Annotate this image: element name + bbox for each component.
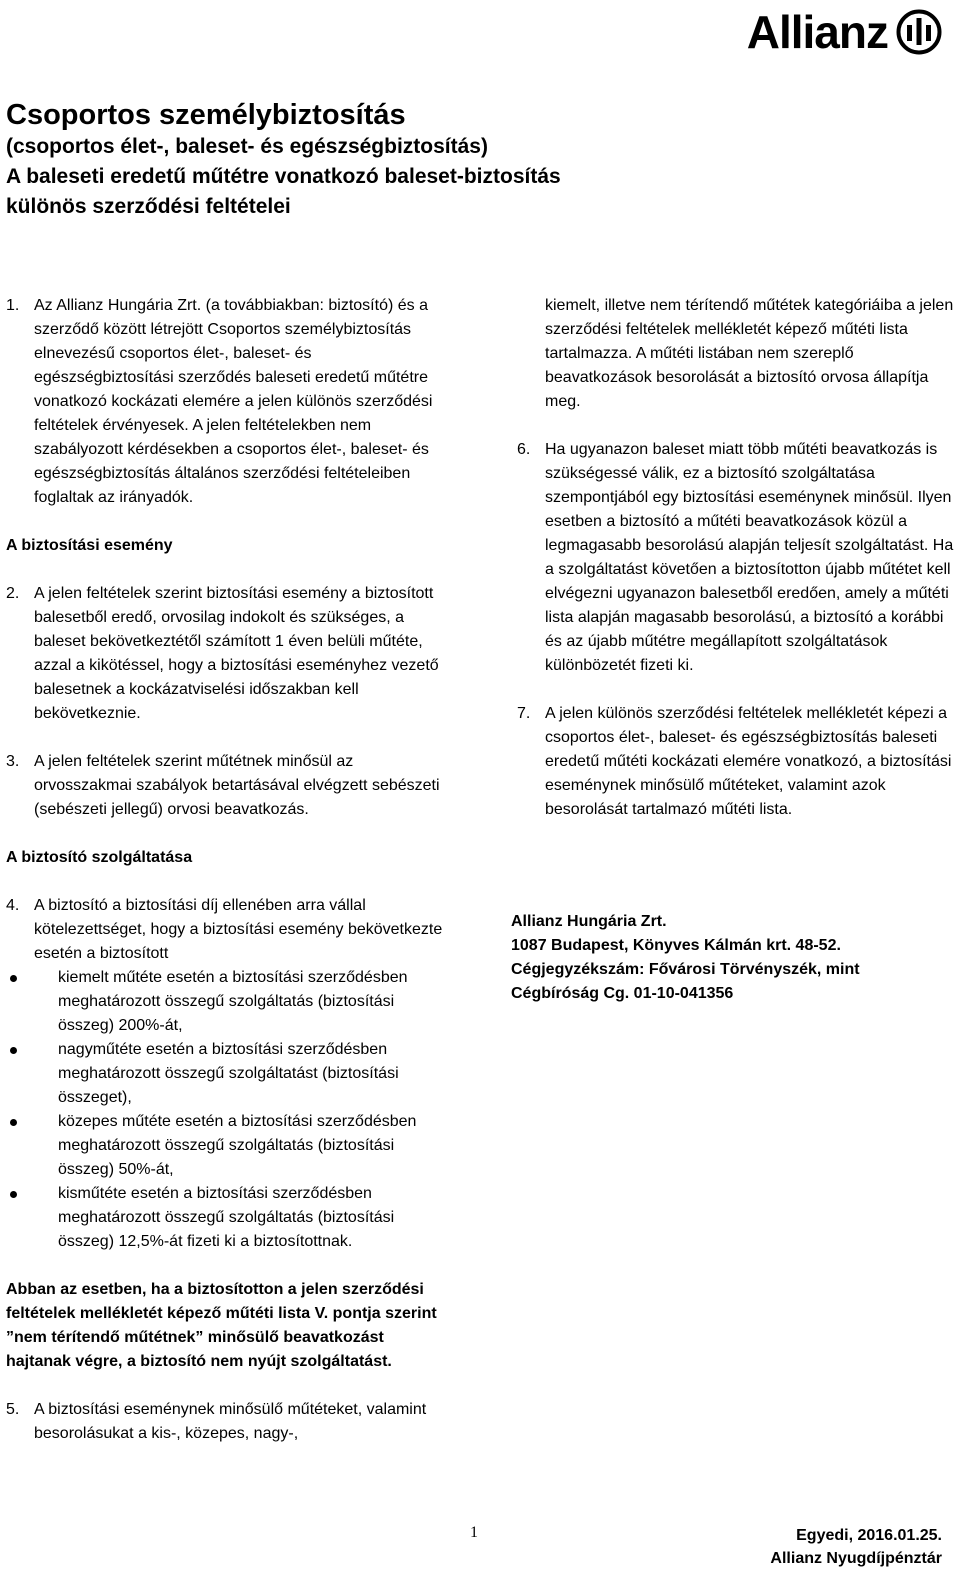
clause-number: 7. [517, 705, 531, 722]
bullet-icon [10, 1191, 17, 1198]
page-number: 1 [470, 1524, 478, 1541]
list-item: kisműtéte esetén a biztosítási szerződésben meghatározott összegű szolgáltatás (biztosítási összeg) 12,5%-át fizeti ki a biztosítottnak. [6, 1182, 446, 1254]
clause-number: 3. [6, 753, 20, 770]
clause-text: A jelen feltételek szerint biztosítási esemény a biztosított balesetből eredő, orvosilag indokolt és szükséges, a baleset bekövetkeztétől számított 1 éven belüli műtéte, azzal a kikötéssel, hogy a biztosítási eseményhez vezető balesetnek a kockázatviselési időszakban kell bekövetkeznie. [34, 585, 439, 722]
clause-5-continued [517, 294, 955, 414]
document-title [6, 98, 766, 222]
right-column [517, 294, 955, 822]
company-name: Allianz Hungária Zrt. [511, 913, 667, 930]
clause-text: A jelen feltételek szerint műtétnek minősül az orvosszakmai szabályok betartásával elvégzett sebészeti (sebészeti jellegű) orvosi beavatkozás. [34, 753, 440, 818]
title-line-3: A baleseti eredetű műtétre vonatkozó baleset-biztosítás [6, 165, 561, 188]
version-date: Egyedi, 2016.01.25. [796, 1527, 942, 1544]
section-heading-insurer-service: A biztosító szolgáltatása [6, 849, 193, 866]
clause-1 [6, 294, 446, 510]
clause-text: Ha ugyanazon baleset miatt több műtéti beavatkozás is szükségessé válik, ez a biztosító szolgáltatása szempontjából egy biztosítási eseménynek minősül. Ilyen esetben a biztosító a műtéti beavatkozások közül a legmagasabb besorolású alapján teljesít szolgáltatást. Ha a szolgáltatást követően a biztosítotton újabb műtétet kell elvégezni ugyanazon balesetből eredően, amely a műtéti lista alapján magasabb besorolású, a biztosító a korábbi és az újabb műtétre megállapított szolgáltatások különbözetét fizeti ki. [545, 441, 954, 674]
logo-text: Allianz [746, 6, 888, 58]
clause-number: 1. [6, 297, 20, 314]
clause-text: A jelen különös szerződési feltételek mellékletét képezi a csoportos élet-, baleset- és egészségbiztosítás baleseti eredetű műtéti kockázati elemére vonatkozó, a biztosítási eseménynek minősülő műtéteket, valamint azok besorolását tartalmazó műtéti lista. [545, 705, 952, 818]
company-info [511, 910, 951, 1006]
list-item: nagyműtéte esetén a biztosítási szerződésben meghatározott összegű szolgáltatást (biztosítási összeget), [6, 1038, 446, 1110]
clause-7 [517, 702, 955, 822]
benefit-list [6, 966, 446, 1254]
list-item: közepes műtéte esetén a biztosítási szerződésben meghatározott összegű szolgáltatás (biztosítási összeg) 50%-át, [6, 1110, 446, 1182]
footer-entity: Allianz Nyugdíjpénztár [770, 1550, 942, 1567]
clause-4 [6, 894, 446, 966]
clause-number: 4. [6, 897, 20, 914]
clause-5 [6, 1398, 446, 1446]
clause-number: 6. [517, 441, 531, 458]
clause-text: A biztosítási eseménynek minősülő műtéteket, valamint besorolásukat a kis-, közepes, nagy-, [34, 1401, 427, 1442]
clause-2 [6, 582, 446, 726]
section-heading-insured-event: A biztosítási esemény [6, 537, 173, 554]
clause-text: kiemelt, illetve nem térítendő műtétek kategóriáiba a jelen szerződési feltételek mellékletét képező műtéti lista tartalmazza. A műtéti listában nem szereplő beavatkozások besorolását a biztosító orvosa állapítja meg. [545, 297, 954, 410]
clause-number: 5. [6, 1401, 20, 1418]
allianz-eagle-icon [896, 9, 942, 55]
allianz-logo [747, 6, 942, 58]
footer-info [770, 1524, 942, 1570]
title-line-4: különös szerződési feltételei [6, 195, 291, 218]
clause-text: A biztosító a biztosítási díj ellenében arra vállal kötelezettséget, hogy a biztosítási esemény bekövetkezte esetén a biztosított [34, 897, 443, 962]
company-registry: Cégjegyzékszám: Fővárosi Törvényszék, mint [511, 961, 860, 978]
clause-text: Az Allianz Hungária Zrt. (a továbbiakban: biztosító) és a szerződő között létrejött Csoportos személybiztosítás elnevezésű csoportos élet-, baleset- és egészségbiztosítási szerződés baleseti eredetű műtétre vonatkozó kockázati elemére a jelen különös szerződési feltételek érvényesek. A jelen feltételekben nem szabályozott kérdésekben a csoportos élet-, baleset- és egészségbiztosítás általános szerződési feltételeiben foglaltak az irányadók. [34, 297, 433, 506]
bullet-icon [10, 1047, 17, 1054]
title-line-1: Csoportos személybiztosítás [6, 99, 406, 131]
title-line-2: (csoportos élet-, baleset- és egészségbiztosítás) [6, 135, 488, 158]
company-registry-number: Cégbíróság Cg. 01-10-041356 [511, 985, 734, 1002]
left-column [6, 294, 446, 1446]
clause-number: 2. [6, 585, 20, 602]
exclusion-note: Abban az esetben, ha a biztosítotton a jelen szerződési feltételek mellékletét képező műtéti lista V. pontja szerint ”nem térítendő műtétnek” minősülő beavatkozást hajtanak végre, a biztosító nem nyújt szolgáltatást. [6, 1281, 437, 1370]
company-address: 1087 Budapest, Könyves Kálmán krt. 48-52. [511, 937, 841, 954]
bullet-icon [10, 975, 17, 982]
list-item: kiemelt műtéte esetén a biztosítási szerződésben meghatározott összegű szolgáltatás (biztosítási összeg) 200%-át, [6, 966, 446, 1038]
clause-6 [517, 438, 955, 678]
bullet-icon [10, 1119, 17, 1126]
clause-3 [6, 750, 446, 822]
